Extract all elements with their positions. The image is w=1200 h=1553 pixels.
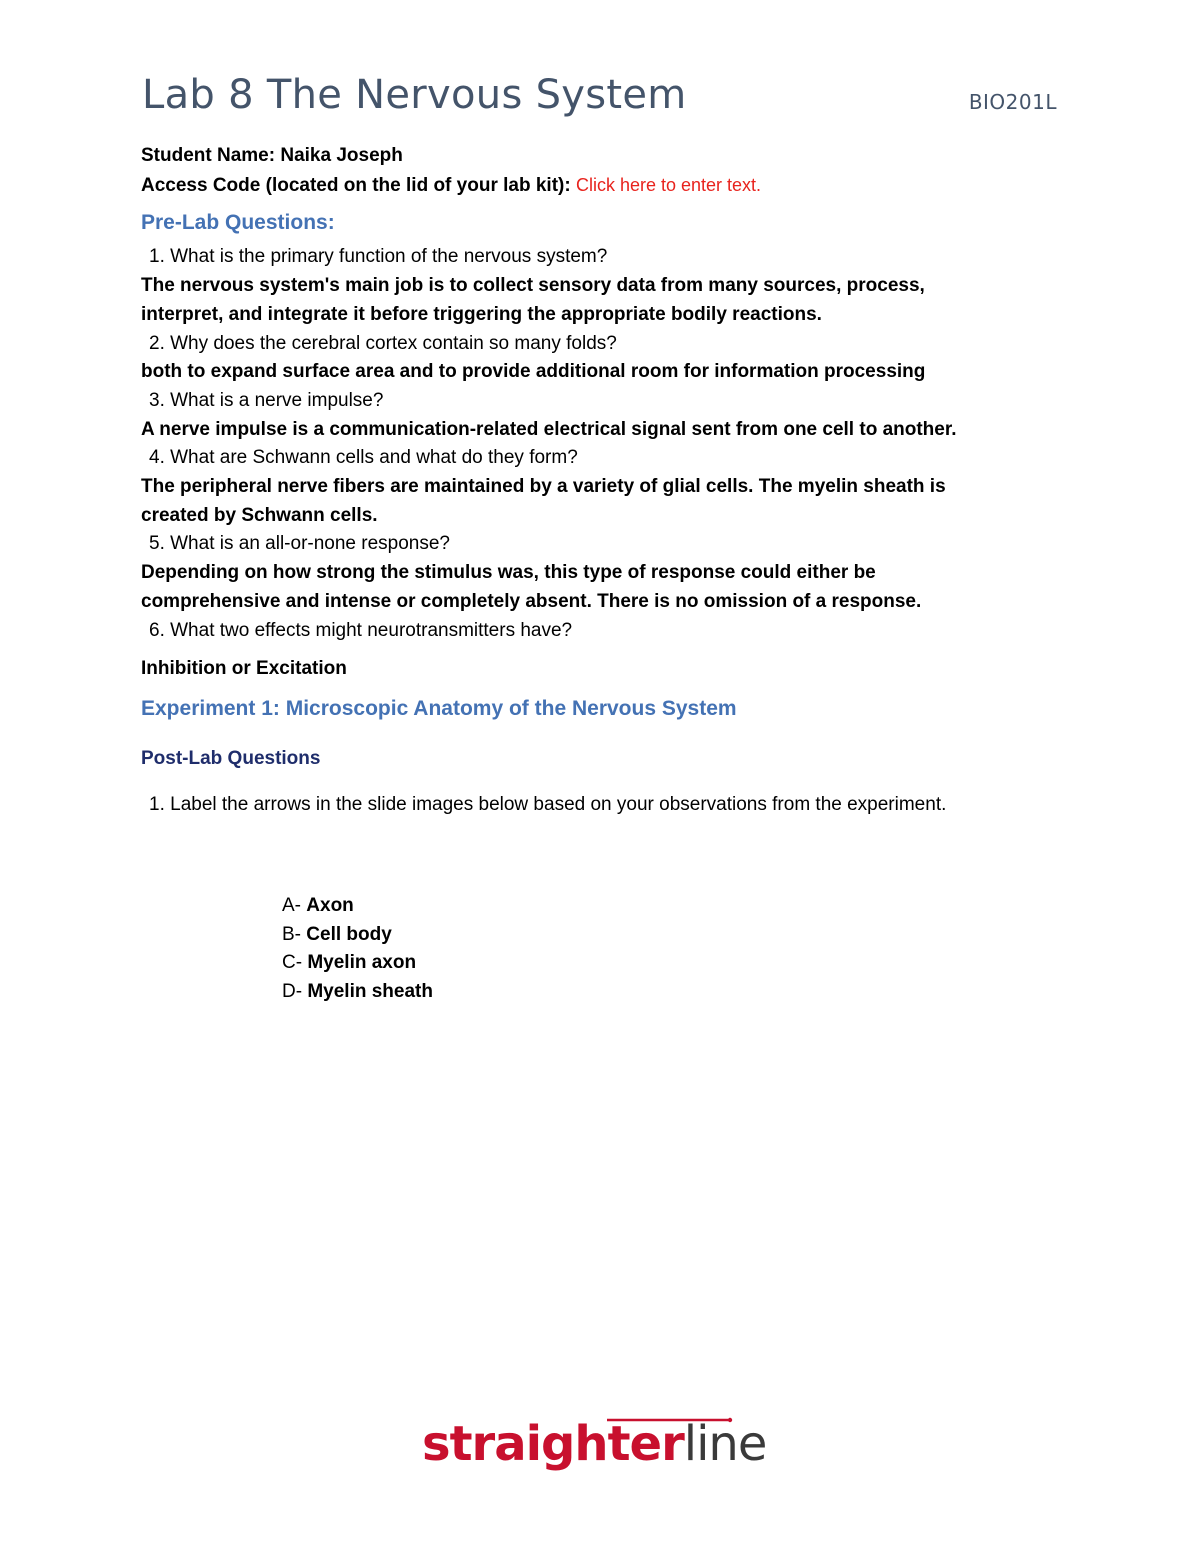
page-title: Lab 8 The Nervous System [142,72,687,118]
experiment-heading: Experiment 1: Microscopic Anatomy of the Nervous System [141,696,737,720]
arrow-label [282,892,433,921]
arrow-label-value: Myelin sheath [307,981,433,1003]
prelab-item-4 [141,444,1071,530]
arrow-label [282,978,433,1007]
answer-text: comprehensive and intense or completely absent. There is no omission of a response. [141,590,922,612]
question-text: 6. What two effects might neurotransmitters have? [149,619,573,641]
arrow-label [282,921,433,950]
answer-text: interpret, and integrate it before triggering the appropriate bodily reactions. [141,303,822,325]
prelab-heading: Pre-Lab Questions: [141,211,335,235]
answer-text: created by Schwann cells. [141,504,378,526]
arrow-label-letter: D- [282,981,308,1003]
prelab-item-2 [141,330,1071,387]
logo-wordmark-bold: straighter [422,1416,684,1472]
prelab-item-5 [141,530,1071,616]
straighterline-logo [422,1410,782,1480]
arrow-label [282,949,433,978]
postlab-heading: Post-Lab Questions [141,747,321,769]
logo-wordmark [422,1416,766,1472]
answer-text: Inhibition or Excitation [141,658,347,680]
course-code: BIO201L [968,90,1057,114]
arrow-label-value: Cell body [306,923,392,945]
access-code-line [141,171,1071,201]
answer-text: both to expand surface area and to provide additional room for information processing [141,361,926,383]
access-code-label: Access Code (located on the lid of your lab kit): [141,174,571,196]
question-text: 3. What is a nerve impulse? [149,389,384,411]
student-name-line: Student Name: Naika Joseph [141,145,403,166]
answer-text: Depending on how strong the stimulus was, this type of response could either be [141,562,876,584]
question-text: 5. What is an all-or-none response? [149,533,450,555]
arrow-label-letter: C- [282,952,308,974]
question-text: 4. What are Schwann cells and what do they form? [149,447,578,469]
question-text: 1. What is the primary function of the nervous system? [149,246,608,268]
prelab-item-3 [141,387,1071,444]
prelab-item-1 [141,243,1071,329]
answer-text: The nervous system's main job is to collect sensory data from many sources, process, [141,275,925,297]
arrow-label-value: Myelin axon [307,952,417,974]
prelab-item-6 [141,617,1071,684]
document-body [141,142,1071,820]
answer-text: A nerve impulse is a communication-related electrical signal sent from one cell to another. [141,418,957,440]
arrow-label-letter: A- [282,895,307,916]
logo-wordmark-light: line [683,1416,767,1472]
arrow-label-letter: B- [282,923,307,945]
access-code-field[interactable]: Click here to enter text. [575,174,762,195]
arrow-label-value: Axon [306,895,354,916]
question-text: 2. Why does the cerebral cortex contain so many folds? [149,332,617,354]
postlab-question: 1. Label the arrows in the slide images below based on your observations from the experiment. [149,793,947,815]
arrow-labels-list [282,892,433,1007]
answer-text: The peripheral nerve fibers are maintained by a variety of glial cells. The myelin sheath is [141,476,946,498]
